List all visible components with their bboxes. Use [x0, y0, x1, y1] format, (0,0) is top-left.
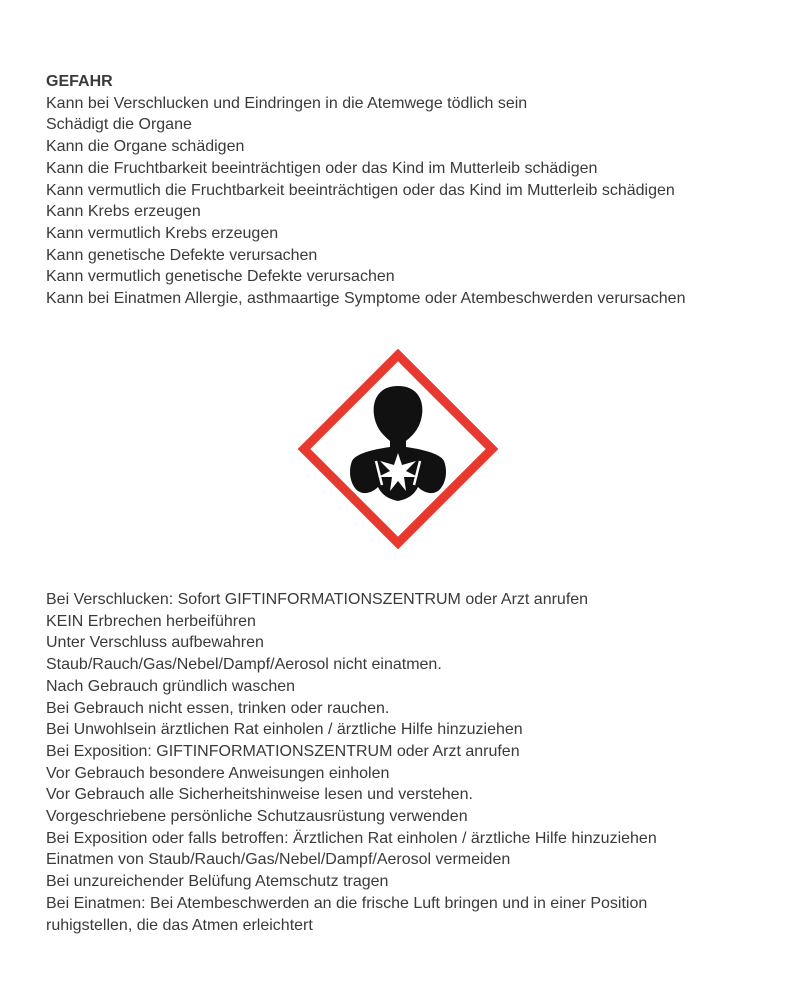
hazard-statement: Kann vermutlich Krebs erzeugen: [46, 224, 279, 242]
precaution-statement: Bei Gebrauch nicht essen, trinken oder rauchen.: [46, 699, 390, 717]
precaution-statement: ruhigstellen, die das Atmen erleichtert: [46, 916, 313, 934]
precaution-statement: Bei Unwohlsein ärztlichen Rat einholen / ärztliche Hilfe hinzuziehen: [46, 721, 523, 739]
hazard-statement: Kann vermutlich genetische Defekte verursachen: [46, 268, 395, 286]
hazard-statement: Schädigt die Organe: [46, 116, 192, 134]
precaution-statement: Bei Einatmen: Bei Atembeschwerden an die frische Luft bringen und in einer Position: [46, 894, 648, 912]
hazard-statement: Kann Krebs erzeugen: [46, 203, 201, 221]
health-hazard-pictogram: [298, 349, 498, 549]
precaution-statement: Einatmen von Staub/Rauch/Gas/Nebel/Dampf/Aerosol vermeiden: [46, 851, 511, 869]
precaution-statement: Vorgeschriebene persönliche Schutzausrüstung verwenden: [46, 808, 468, 826]
precaution-statement: Bei Verschlucken: Sofort GIFTINFORMATIONSZENTRUM oder Arzt anrufen: [46, 591, 589, 608]
precaution-statement: Unter Verschluss aufbewahren: [46, 634, 264, 652]
precaution-statement: Vor Gebrauch besondere Anweisungen einholen: [46, 764, 390, 782]
hazard-statement: Kann bei Verschlucken und Eindringen in die Atemwege tödlich sein: [46, 94, 528, 112]
precaution-statement: Bei unzureichender Belüfung Atemschutz tragen: [46, 873, 389, 891]
hazard-statement: Kann genetische Defekte verursachen: [46, 246, 318, 264]
precaution-statement: Vor Gebrauch alle Sicherheitshinweise lesen und verstehen.: [46, 786, 473, 804]
precautionary-statements: [46, 589, 786, 936]
precaution-statement: Bei Exposition oder falls betroffen: Ärztlichen Rat einholen / ärztliche Hilfe hinzuziehen: [46, 829, 657, 847]
precaution-statement: Bei Exposition: GIFTINFORMATIONSZENTRUM oder Arzt anrufen: [46, 742, 520, 760]
hazard-statement: Kann die Fruchtbarkeit beeinträchtigen oder das Kind im Mutterleib schädigen: [46, 159, 598, 177]
health-hazard-icon: [298, 349, 498, 549]
hazard-statements: [46, 71, 786, 310]
hazard-statement: Kann bei Einatmen Allergie, asthmaartige Symptome oder Atembeschwerden verursachen: [46, 290, 686, 308]
signal-word: GEFAHR: [46, 73, 113, 90]
precaution-statement: Staub/Rauch/Gas/Nebel/Dampf/Aerosol nicht einatmen.: [46, 656, 442, 674]
hazard-statement: Kann vermutlich die Fruchtbarkeit beeinträchtigen oder das Kind im Mutterleib schädigen: [46, 181, 675, 199]
hazard-statement: Kann die Organe schädigen: [46, 138, 245, 156]
precaution-statement: Nach Gebrauch gründlich waschen: [46, 677, 296, 695]
precaution-statement: KEIN Erbrechen herbeiführen: [46, 612, 256, 630]
